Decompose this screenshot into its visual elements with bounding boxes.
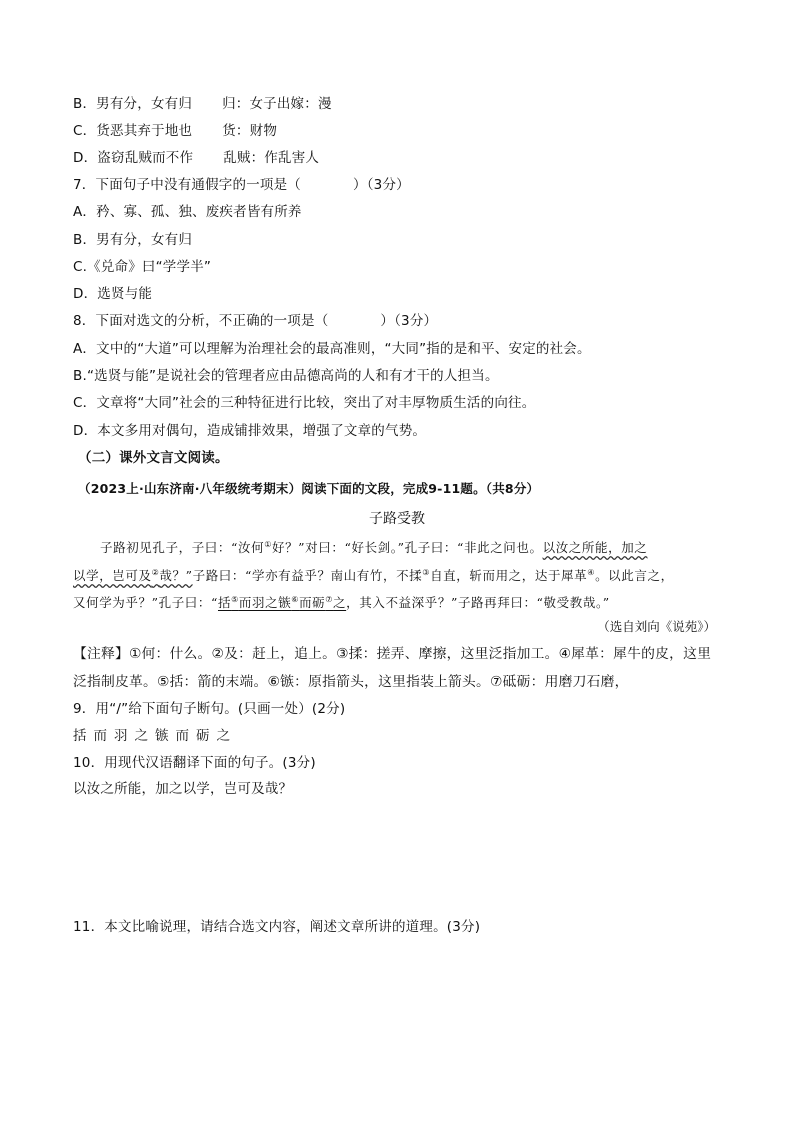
option-text: B．男有分，女有归 [73, 96, 193, 112]
note-marker: ⑥ [291, 595, 300, 604]
section-source: （2023上·山东济南·八年级统考期末）阅读下面的文段，完成9-11题。（共8分） [78, 481, 540, 496]
option-note: 归：女子出嫁：漫 [222, 96, 332, 112]
passage-line-3: 又何学为乎？”孔子曰：“括⑤而羽之镞⑥而砺⑦之，其入不益深乎？”子路再拜曰：“敬受教哉。” [73, 595, 610, 611]
q7-option-b: B．男有分，女有归 [73, 232, 193, 248]
wavy-underlined-text: 以汝之所能，加之 [542, 540, 648, 556]
q8-option-a: A．文中的“大道”可以理解为治理社会的最高准则，“大同”指的是和平、安定的社会。 [73, 341, 591, 357]
q7-option-c: C.《兑命》曰“学学半” [73, 259, 212, 275]
q7-option-d: D．选贤与能 [73, 286, 153, 302]
option-note: 货：财物 [222, 123, 278, 139]
q9-sentence: 括而羽之镞而砺之 [73, 728, 237, 744]
q11-stem: 11．本文比喻说理，请结合选文内容，阐述文章所讲的道理。(3分) [73, 919, 481, 935]
q10-sentence: 以汝之所能，加之以学，岂可及哉？ [73, 781, 293, 797]
section-heading: （二）课外文言文阅读。 [78, 450, 229, 466]
q6-option-d [73, 149, 319, 167]
wavy-underlined-text: 以学，岂可及②哉？” [73, 568, 193, 584]
option-note: 乱贼：作乱害人 [223, 150, 320, 166]
passage-line-2: 以学，岂可及②哉？”子路曰：“学亦有益乎？南山有竹，不揉③自直，斩而用之，达于犀革④。以此言之， [73, 568, 674, 584]
option-text: C．货恶其弃于地也 [73, 123, 193, 139]
q8-option-d: D．本文多用对偶句，造成铺排效果，增强了文章的气势。 [73, 423, 427, 439]
q9-stem: 9．用“/”给下面句子断句。(只画一处）(2分) [73, 701, 346, 717]
note-marker: ② [151, 568, 160, 577]
annotation-line-1: 【注释】①何：什么。②及：赶上，追上。③揉：搓弄、摩擦，这里泛指加工。④犀革：犀牛的皮，这里 [73, 646, 712, 662]
q8-option-c: C．文章将“大同”社会的三种特征进行比较，突出了对丰厚物质生活的向往。 [73, 395, 536, 411]
annotation-line-2: 泛指制皮革。⑤括：箭的末端。⑥镞：原指箭头，这里指装上箭头。⑦砥砺：用磨刀石磨， [73, 674, 629, 690]
note-marker: ④ [587, 568, 596, 577]
passage-line-1: 子路初见孔子，子曰：“汝何①好？”对曰：“好长剑。”孔子曰：“非此之问也。以汝之所能，加之 [100, 540, 648, 556]
passage-title: 子路受教 [369, 511, 425, 527]
note-marker: ③ [422, 568, 431, 577]
q6-option-c [73, 122, 277, 140]
q6-option-b [73, 95, 332, 113]
note-marker: ⑦ [325, 595, 334, 604]
passage-source: （选自刘向《说苑》） [597, 619, 716, 634]
note-marker: ⑤ [231, 595, 239, 604]
note-marker: ① [264, 540, 272, 549]
q8-stem: 8．下面对选文的分析，不正确的一项是（ ）（3分） [73, 313, 438, 329]
q7-option-a: A．矜、寡、孤、独、废疾者皆有所养 [73, 204, 302, 220]
q8-option-b: B.“选贤与能”是说社会的管理者应由品德高尚的人和有才干的人担当。 [73, 368, 499, 384]
q10-stem: 10．用现代汉语翻译下面的句子。(3分) [73, 755, 316, 771]
underlined-text: 括⑤而羽之镞⑥而砺⑦之 [217, 595, 347, 611]
q7-stem: 7．下面句子中没有通假字的一项是（ ）（3分） [73, 177, 410, 193]
option-text: D．盗窃乱贼而不作 [73, 150, 194, 166]
